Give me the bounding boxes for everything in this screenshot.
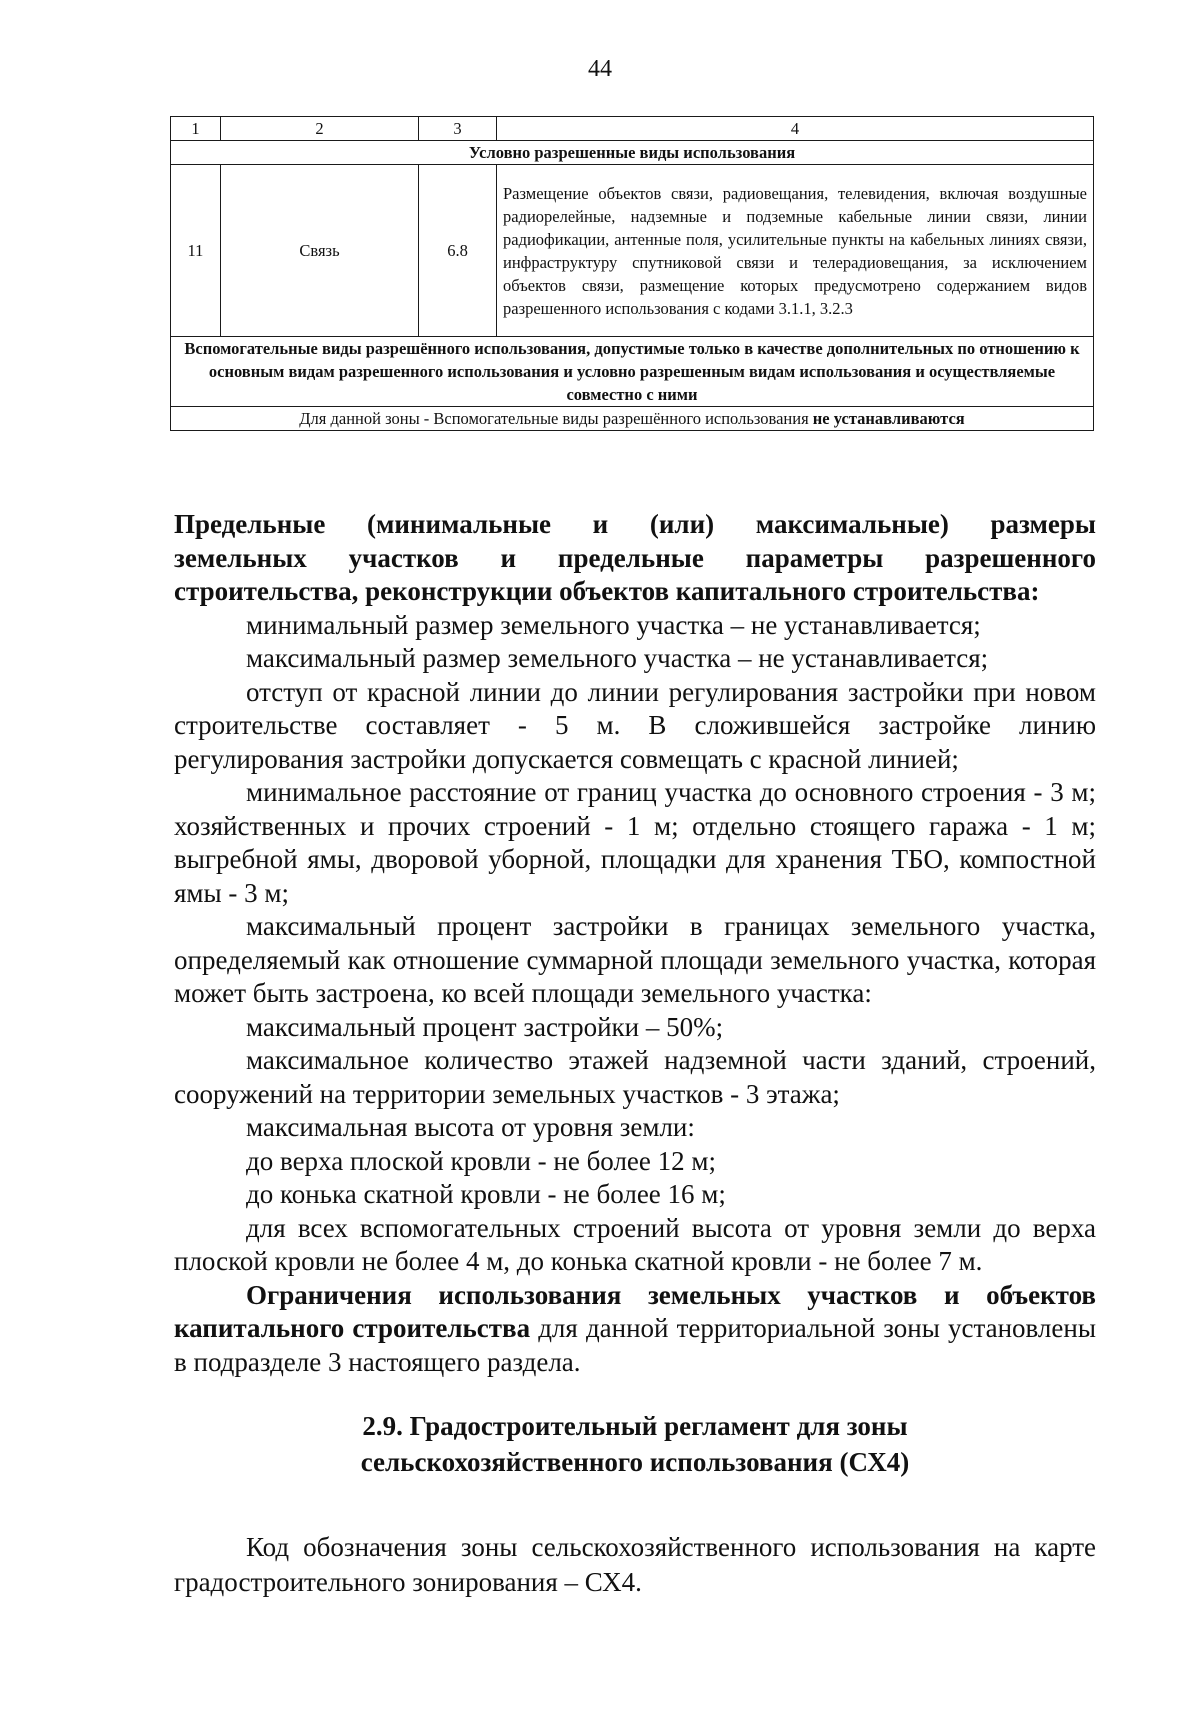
use-description: Размещение объектов связи, радиовещания, телевидения, включая воздушные радиорелейные, надземные и подземные кабельные линии связи, линии радиофикации, антенные поля, усилительные пункты на кабельных линиях связи, инфраструктуру спутниковой связи и телерадиовещания, за исключением объектов связи, размещение которых предусмотрено содержанием видов разрешенного использования с кодами 3.1.1, 3.2.3 (497, 165, 1094, 337)
restrictions-bold: Ограничения использования земельных участков и объектов капитального строительства (174, 1279, 1096, 1343)
limits-paragraph: максимальная высота от уровня земли: (246, 1112, 695, 1142)
row-number: 11 (171, 165, 221, 337)
limits-paragraph: отступ от красной линии до линии регулирования застройки при новом строительстве составляет - 5 м. В сложившейся застройке линию регулирования застройки допускается совмещать с красной линией; (174, 676, 1096, 774)
limits-paragraph: максимальный процент застройки в границах земельного участка, определяемый как отношение суммарной площади земельного участка, которая может быть застроена, ко всей площади земельного участка: (174, 911, 1096, 1008)
limits-section (174, 508, 1096, 1379)
table-header-cell: 3 (419, 117, 497, 141)
limits-heading-line: строительства, реконструкции объектов капитального строительства: (174, 576, 1040, 606)
limits-paragraph: минимальное расстояние от границ участка до основного строения - 3 м; хозяйственных и прочих строений - 1 м; отдельно стоящего гаража - 1 м; выгребной ямы, дворовой уборной, площадки для хранения ТБО, компостной ямы - 3 м; (174, 777, 1096, 908)
table-header-cell: 2 (221, 117, 419, 141)
table-row (171, 165, 1094, 337)
restrictions-rest: для данной территориальной зоны установлены в подразделе 3 настоящего раздела. (174, 1313, 1096, 1377)
limits-heading-line: земельных участков и предельные параметры разрешенного (174, 542, 1096, 573)
table-section-row (171, 141, 1094, 165)
limits-paragraph: минимальный размер земельного участка – не устанавливается; (246, 609, 981, 640)
auxiliary-uses-heading: Вспомогательные виды разрешённого использования, допустимые только в качестве дополнительных по отношению к основным видам разрешенного использования и условно разрешенным видам использования и осуществляемые совместно с ними (171, 337, 1094, 407)
limits-paragraph: максимальное количество этажей надземной части зданий, строений, сооружений на территории земельных участков - 3 этажа; (174, 1045, 1096, 1109)
limits-paragraph: максимальный процент застройки – 50%; (246, 1011, 724, 1042)
auxiliary-note-bold: не устанавливаются (812, 409, 965, 428)
table-header-cell: 1 (171, 117, 221, 141)
table-header-row (171, 117, 1094, 141)
use-code: 6.8 (419, 165, 497, 337)
section-title-line: сельскохозяйственного использования (СХ4) (360, 1447, 910, 1477)
auxiliary-note-prefix: Для данной зоны - Вспомогательные виды разрешённого использования (299, 409, 813, 428)
limits-paragraph: до верха плоской кровли - не более 12 м; (246, 1145, 716, 1176)
limits-heading-line: Предельные (минимальные и (или) максимальные) размеры (174, 509, 1096, 539)
limits-paragraph: максимальный размер земельного участка – не устанавливается; (246, 643, 989, 673)
conditional-uses-heading: Условно разрешенные виды использования (171, 141, 1094, 165)
table-note-row (171, 407, 1094, 431)
limits-paragraph: до конька скатной кровли - не более 16 м; (246, 1179, 726, 1209)
permitted-use-table (170, 116, 1094, 431)
page-number: 44 (588, 56, 612, 82)
auxiliary-uses-note (171, 407, 1094, 431)
section-title-line: 2.9. Градостроительный регламент для зоны (362, 1411, 908, 1441)
limits-paragraph: для всех вспомогательных строений высота от уровня земли до верха плоской кровли не более 4 м, до конька скатной кровли - не более 7 м. (174, 1212, 1096, 1276)
use-name: Связь (221, 165, 419, 337)
section-title (174, 1408, 1096, 1480)
restrictions-paragraph (174, 1279, 1096, 1380)
table-header-cell: 4 (497, 117, 1094, 141)
table-section-row (171, 337, 1094, 407)
zone-code-paragraph: Код обозначения зоны сельскохозяйственного использования на карте градостроительного зонирования – СХ4. (174, 1532, 1096, 1597)
limits-heading (174, 508, 1096, 609)
